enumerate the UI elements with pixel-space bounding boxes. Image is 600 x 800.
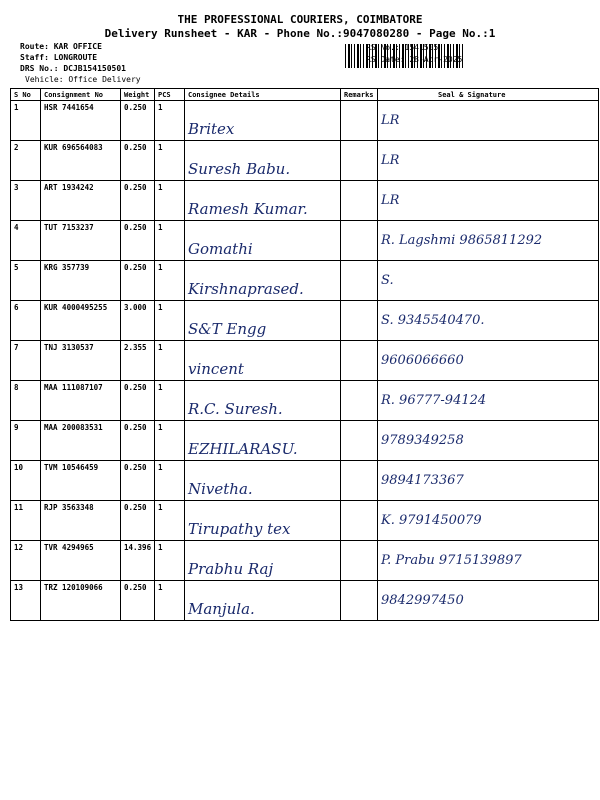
cell-pcs: 1 bbox=[155, 461, 185, 501]
cell-pcs: 1 bbox=[155, 181, 185, 221]
rs-date-label: RS Date: 28-Apr-2025 bbox=[366, 55, 463, 64]
cell-sno: 9 bbox=[11, 421, 41, 461]
cell-weight: 3.000 bbox=[121, 301, 155, 341]
cell-remarks bbox=[341, 581, 378, 621]
cell-signature: LR bbox=[378, 141, 599, 181]
cell-consignment-no: ART 1934242 bbox=[41, 181, 121, 221]
col-header-remarks: Remarks bbox=[341, 89, 378, 101]
cell-signature: 9789349258 bbox=[378, 421, 599, 461]
cell-consignee: EZHILARASU. bbox=[185, 421, 341, 461]
cell-remarks bbox=[341, 341, 378, 381]
cell-consignment-no: RJP 3563348 bbox=[41, 501, 121, 541]
cell-weight: 0.250 bbox=[121, 221, 155, 261]
table-row bbox=[11, 461, 599, 501]
col-header-signature: Seal & Signature bbox=[378, 89, 599, 101]
cell-pcs: 1 bbox=[155, 341, 185, 381]
cell-sno: 8 bbox=[11, 381, 41, 421]
cell-weight: 0.250 bbox=[121, 101, 155, 141]
cell-remarks bbox=[341, 421, 378, 461]
table-row bbox=[11, 501, 599, 541]
cell-pcs: 1 bbox=[155, 421, 185, 461]
cell-consignment-no: MAA 111087107 bbox=[41, 381, 121, 421]
col-header-sno: S No bbox=[11, 89, 41, 101]
cell-weight: 0.250 bbox=[121, 421, 155, 461]
col-header-weight: Weight bbox=[121, 89, 155, 101]
table-row bbox=[11, 301, 599, 341]
table-row bbox=[11, 141, 599, 181]
cell-remarks bbox=[341, 261, 378, 301]
cell-consignee: Ramesh Kumar. bbox=[185, 181, 341, 221]
cell-consignee: Prabhu Raj bbox=[185, 541, 341, 581]
cell-weight: 2.355 bbox=[121, 341, 155, 381]
cell-consignee: R.C. Suresh. bbox=[185, 381, 341, 421]
cell-weight: 0.250 bbox=[121, 461, 155, 501]
cell-signature: P. Prabu 9715139897 bbox=[378, 541, 599, 581]
col-header-pcs: PCS bbox=[155, 89, 185, 101]
cell-consignee: Nivetha. bbox=[185, 461, 341, 501]
cell-remarks bbox=[341, 501, 378, 541]
cell-sno: 4 bbox=[11, 221, 41, 261]
cell-weight: 14.396 bbox=[121, 541, 155, 581]
cell-weight: 0.250 bbox=[121, 381, 155, 421]
cell-pcs: 1 bbox=[155, 501, 185, 541]
cell-sno: 10 bbox=[11, 461, 41, 501]
cell-consignee: Britex bbox=[185, 101, 341, 141]
cell-sno: 7 bbox=[11, 341, 41, 381]
table-row bbox=[11, 541, 599, 581]
cell-consignment-no: KUR 696564083 bbox=[41, 141, 121, 181]
cell-remarks bbox=[341, 181, 378, 221]
runsheet-subtitle: Delivery Runsheet - KAR - Phone No.:9047080280 - Page No.:1 bbox=[104, 27, 496, 40]
cell-pcs: 1 bbox=[155, 221, 185, 261]
cell-sno: 12 bbox=[11, 541, 41, 581]
cell-sno: 13 bbox=[11, 581, 41, 621]
cell-consignee: Gomathi bbox=[185, 221, 341, 261]
cell-pcs: 1 bbox=[155, 101, 185, 141]
cell-pcs: 1 bbox=[155, 541, 185, 581]
cell-signature: K. 9791450079 bbox=[378, 501, 599, 541]
cell-remarks bbox=[341, 381, 378, 421]
cell-consignment-no: TVR 4294965 bbox=[41, 541, 121, 581]
cell-consignment-no: TVM 10546459 bbox=[41, 461, 121, 501]
cell-consignee: Suresh Babu. bbox=[185, 141, 341, 181]
table-row bbox=[11, 221, 599, 261]
cell-consignment-no: MAA 200083531 bbox=[41, 421, 121, 461]
cell-signature: 9606066660 bbox=[378, 341, 599, 381]
cell-sno: 6 bbox=[11, 301, 41, 341]
staff-label: Staff: LONGROUTE bbox=[20, 53, 98, 62]
cell-pcs: 1 bbox=[155, 141, 185, 181]
cell-signature: 9894173367 bbox=[378, 461, 599, 501]
cell-consignee: Tirupathy tex bbox=[185, 501, 341, 541]
table-row bbox=[11, 421, 599, 461]
cell-consignee: vincent bbox=[185, 341, 341, 381]
cell-remarks bbox=[341, 301, 378, 341]
table-row bbox=[11, 261, 599, 301]
cell-pcs: 1 bbox=[155, 581, 185, 621]
cell-remarks bbox=[341, 461, 378, 501]
cell-remarks bbox=[341, 141, 378, 181]
cell-signature: 9842997450 bbox=[378, 581, 599, 621]
cell-signature: R. Lagshmi 9865811292 bbox=[378, 221, 599, 261]
cell-consignment-no: TUT 7153237 bbox=[41, 221, 121, 261]
drs-label: DRS No.: DCJB154150501 bbox=[20, 64, 126, 73]
cell-consignment-no: TRZ 120109066 bbox=[41, 581, 121, 621]
runsheet-table bbox=[10, 88, 599, 621]
cell-sno: 5 bbox=[11, 261, 41, 301]
cell-signature: S. 9345540470. bbox=[378, 301, 599, 341]
table-row bbox=[11, 341, 599, 381]
cell-pcs: 1 bbox=[155, 301, 185, 341]
cell-remarks bbox=[341, 101, 378, 141]
cell-consignee: Kirshnaprased. bbox=[185, 261, 341, 301]
table-row bbox=[11, 181, 599, 221]
cell-consignment-no: KUR 4000495255 bbox=[41, 301, 121, 341]
vehicle-label: Vehicle: Office Delivery bbox=[25, 75, 141, 84]
cell-signature: LR bbox=[378, 181, 599, 221]
cell-sno: 3 bbox=[11, 181, 41, 221]
col-header-consignee: Consignee Details bbox=[185, 89, 341, 101]
cell-weight: 0.250 bbox=[121, 141, 155, 181]
route-label: Route: KAR OFFICE bbox=[20, 42, 102, 51]
cell-weight: 0.250 bbox=[121, 581, 155, 621]
cell-signature: S. bbox=[378, 261, 599, 301]
cell-pcs: 1 bbox=[155, 261, 185, 301]
cell-consignment-no: KRG 357739 bbox=[41, 261, 121, 301]
cell-signature: LR bbox=[378, 101, 599, 141]
cell-consignment-no: TNJ 3130537 bbox=[41, 341, 121, 381]
col-header-consignment: Consignment No bbox=[41, 89, 121, 101]
company-title: THE PROFESSIONAL COURIERS, COIMBATORE bbox=[177, 13, 423, 26]
rs-no-label: RS No.: 1541505 bbox=[366, 43, 439, 52]
table-row bbox=[11, 381, 599, 421]
cell-consignment-no: HSR 7441654 bbox=[41, 101, 121, 141]
table-header-row bbox=[11, 89, 599, 101]
cell-signature: R. 96777-94124 bbox=[378, 381, 599, 421]
cell-sno: 1 bbox=[11, 101, 41, 141]
table-row bbox=[11, 581, 599, 621]
cell-sno: 11 bbox=[11, 501, 41, 541]
cell-weight: 0.250 bbox=[121, 501, 155, 541]
cell-remarks bbox=[341, 221, 378, 261]
cell-consignee: S&T Engg bbox=[185, 301, 341, 341]
cell-consignee: Manjula. bbox=[185, 581, 341, 621]
cell-remarks bbox=[341, 541, 378, 581]
cell-sno: 2 bbox=[11, 141, 41, 181]
cell-pcs: 1 bbox=[155, 381, 185, 421]
cell-weight: 0.250 bbox=[121, 181, 155, 221]
table-row bbox=[11, 101, 599, 141]
cell-weight: 0.250 bbox=[121, 261, 155, 301]
